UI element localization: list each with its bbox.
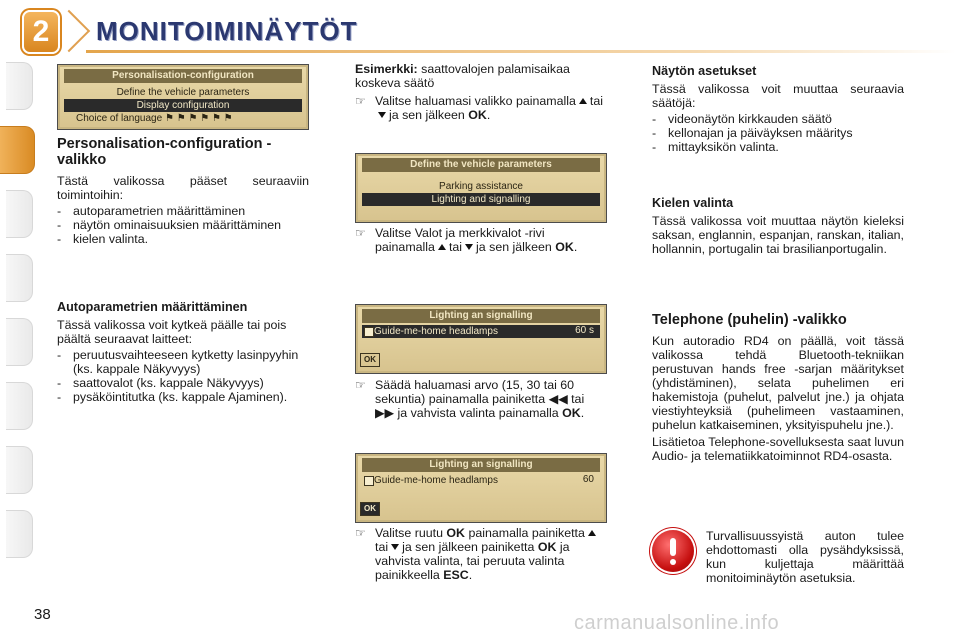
screen-title: Lighting an signalling — [362, 309, 600, 323]
arrow-right-icon: ▶▶ — [375, 406, 395, 420]
paragraph: Esimerkki: saattovalojen palamisaikaa koskeva säätö — [355, 62, 570, 90]
left-column — [57, 136, 309, 246]
paragraph: Tästä valikossa pääset seuraaviin toimintoihin: — [57, 174, 309, 202]
chapter-tab-active[interactable] — [0, 126, 35, 174]
ok-box-selected: OK — [360, 502, 380, 516]
instruction-step: ☞ Valitse haluamasi valikko painamalla taija sen jälkeen OK. — [355, 94, 603, 122]
screen-row: Choice of language ⚑ ⚑ ⚑ ⚑ ⚑ ⚑ — [76, 113, 233, 124]
screen-title: Lighting an signalling — [362, 458, 600, 472]
list-item: - peruutusvaihteeseen kytketty lasinpyyhin (ks. kappale Näkyvyys) — [57, 348, 299, 376]
pointing-hand-icon: ☞ — [355, 226, 366, 240]
screen-row: Parking assistance — [439, 181, 523, 192]
warning-text: Turvallisuussyistä auton tulee ehdottomasti olla pysähdyksissä, kun kuljettaja määrittää monitoiminäytön asetuksia. — [706, 529, 904, 585]
screen-row-selected: Display configuration — [64, 99, 302, 112]
chapter-tab[interactable] — [6, 318, 33, 366]
instruction-step: ☞ Valitse ruutu OK painamalla painikettatai ja sen jälkeen painiketta OK ja vahvista valinta, tai peruuta valinta painikkeella ESC. — [355, 526, 605, 582]
right-language — [652, 196, 904, 256]
checkbox-icon — [364, 327, 374, 337]
section-heading: Telephone (puhelin) -valikko — [652, 312, 847, 328]
arrow-down-icon — [378, 112, 386, 118]
middle-step3 — [355, 378, 605, 420]
screen-row: Guide-me-home headlamps 60 — [362, 474, 600, 487]
list-item: - kellonajan ja päiväyksen määritys — [652, 126, 853, 140]
paragraph: Lisätietoa Telephone-sovelluksesta saat luvun Audio- ja telematiikkatoiminnot RD4-osasta. — [652, 435, 904, 463]
section-heading: Kielen valinta — [652, 196, 734, 210]
chapter-badge: 2 — [22, 10, 60, 54]
instruction-step: ☞ Säädä haluamasi arvo (15, 30 tai 60 sekuntia) painamalla painiketta ◀◀ tai ▶▶ ja vahvista valinta painamalla OK. — [355, 378, 585, 420]
screen-row: Define the vehicle parameters — [116, 87, 250, 98]
chapter-tab[interactable] — [6, 382, 33, 430]
left-column-auto — [57, 300, 309, 404]
screen-row-selected: Lighting and signalling — [362, 193, 600, 206]
arrow-up-icon — [579, 98, 587, 104]
arrow-up-icon — [588, 530, 596, 536]
right-display-settings — [652, 64, 904, 154]
list-item: - videonäytön kirkkauden säätö — [652, 112, 832, 126]
instruction-step: ☞ Valitse Valot ja merkkivalot -rivi painamalla tai ja sen jälkeen OK. — [355, 226, 578, 254]
menu-screen-personalisation — [57, 64, 309, 130]
setting-value: 60 s — [575, 325, 594, 336]
list-item: - kielen valinta. — [57, 232, 149, 246]
middle-intro — [355, 62, 605, 122]
arrow-up-icon — [438, 244, 446, 250]
paragraph: Tässä valikossa voit kytkeä päälle tai pois päältä seuraavat laitteet: — [57, 318, 287, 346]
middle-step4 — [355, 526, 605, 582]
chapter-tabs — [0, 62, 34, 582]
list-item: - näytön ominaisuuksien määrittäminen — [57, 218, 281, 232]
list-item: - pysäköintitutka (ks. kappale Ajaminen). — [57, 390, 288, 404]
title-underline — [86, 50, 956, 53]
screen-row-selected: Guide-me-home headlamps 60 s — [362, 325, 600, 338]
menu-screen-vehicle-parameters — [355, 153, 607, 223]
middle-step2 — [355, 226, 605, 254]
checkbox-icon — [364, 476, 374, 486]
chapter-tab[interactable] — [6, 62, 33, 110]
pointing-hand-icon: ☞ — [355, 526, 366, 540]
watermark: carmanualsonline.info — [574, 612, 780, 634]
arrow-down-icon — [465, 244, 473, 250]
pointing-hand-icon: ☞ — [355, 378, 366, 392]
ok-box: OK — [360, 353, 380, 367]
warning-icon — [652, 530, 694, 572]
menu-screen-lighting-confirm — [355, 453, 607, 523]
chapter-tab[interactable] — [6, 190, 33, 238]
chapter-tab[interactable] — [6, 446, 33, 494]
page-title: MONITOIMINÄYTÖT — [96, 16, 358, 46]
section-heading: Näytön asetukset — [652, 64, 757, 78]
page-number: 38 — [34, 606, 51, 623]
section-heading: Autoparametrien määrittäminen — [57, 300, 248, 314]
pointing-hand-icon: ☞ — [355, 94, 366, 108]
menu-screen-lighting-select — [355, 304, 607, 374]
paragraph: Tässä valikossa voit muuttaa näytön kieleksi saksan, englannin, espanjan, ranskan, italian, hollannin, portugalin tai brasilianportugalin. — [652, 214, 904, 256]
flag-icons: ⚑ ⚑ ⚑ ⚑ ⚑ ⚑ — [164, 113, 233, 124]
screen-title: Personalisation-configuration — [64, 69, 302, 83]
chapter-tab[interactable] — [6, 254, 33, 302]
section-heading: Personalisation-configuration -valikko — [57, 136, 272, 168]
arrow-down-icon — [391, 544, 399, 550]
paragraph: Tässä valikossa voit muuttaa seuraavia säätöjä: — [652, 82, 904, 110]
screen-title: Define the vehicle parameters — [362, 158, 600, 172]
list-item: - mittayksikön valinta. — [652, 140, 779, 154]
list-item: - autoparametrien määrittäminen — [57, 204, 246, 218]
chapter-tab[interactable] — [6, 510, 33, 558]
setting-value: 60 — [582, 474, 594, 485]
right-telephone — [652, 312, 904, 463]
list-item: - saattovalot (ks. kappale Näkyvyys) — [57, 376, 264, 390]
paragraph: Kun autoradio RD4 on päällä, voit tässä valikossa tehdä Bluetooth-tekniikan perustuvan hands free -sarjan määritykset (yhdistäminen), selata puhelimen eri hakemistoja (puhelut, palvelut jne.) ja ohjata viestiyhteyksiä (puhelimeen vastaaminen, puhelun katkaiseminen, yksityispuhelu jne.). — [652, 334, 904, 432]
arrow-left-icon: ◀◀ — [548, 392, 568, 406]
